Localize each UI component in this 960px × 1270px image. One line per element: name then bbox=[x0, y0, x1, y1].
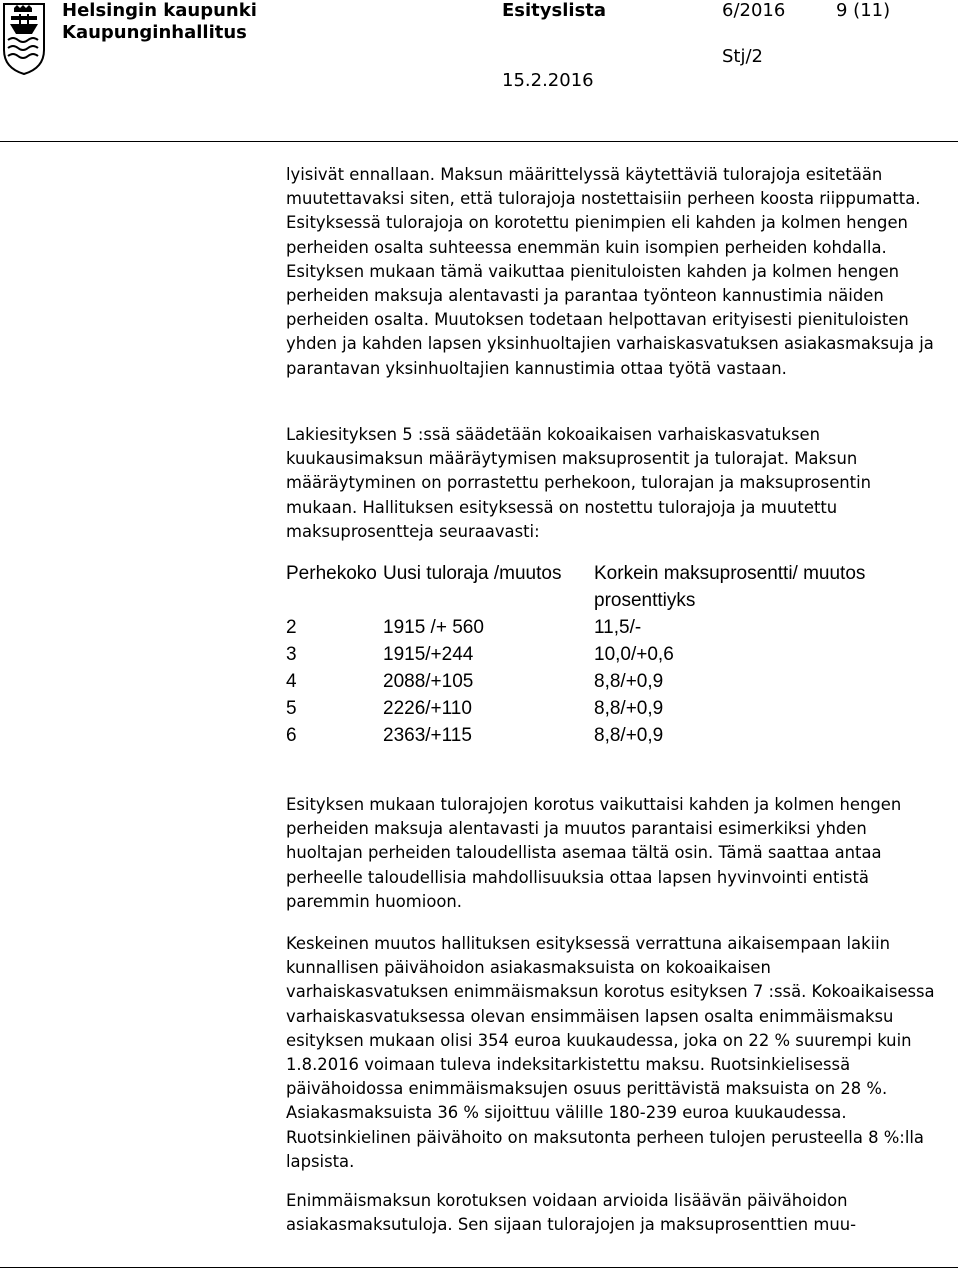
paragraph: Enimmäismaksun korotuksen voidaan arvioida lisäävän päivähoidon asiakasmaksutuloja. Sen sijaan tulorajojen ja maksuprosenttien muu- bbox=[286, 1191, 857, 1235]
header-section: Stj/2 bbox=[722, 46, 764, 67]
table-cell: 1915/+244 bbox=[383, 644, 474, 665]
paragraph: Lakiesityksen 5 :ssä säädetään kokoaikaisen varhaiskasvatuksen kuukausimaksun määräytymisen maksuprosentit ja tulorajat. Maksun määräytyminen on porrastettu perhekoon, tulorajan ja maksuprosentin mukaan. Hallituksen esityksessä on nostettu tulorajoja ja muutettu maksuprosentteja seuraavasti: bbox=[286, 425, 872, 541]
table-cell: 8,8/+0,9 bbox=[594, 698, 664, 719]
footer-rule bbox=[0, 1267, 958, 1268]
table-cell: 11,5/- bbox=[594, 617, 642, 638]
table-row bbox=[286, 641, 906, 668]
table-cell: 5 bbox=[286, 698, 297, 719]
header-date: 15.2.2016 bbox=[502, 70, 594, 91]
table-row bbox=[286, 668, 906, 695]
table-cell: 6 bbox=[286, 725, 297, 746]
table-cell: 10,0/+0,6 bbox=[594, 644, 674, 665]
header-org: Helsingin kaupunki bbox=[62, 0, 257, 21]
header-doc-type: Esityslista bbox=[502, 0, 607, 21]
table-row bbox=[286, 695, 906, 722]
table-header-cell: Uusi tuloraja /muutos bbox=[383, 563, 562, 584]
table-cell: 2363/+115 bbox=[383, 725, 472, 746]
table-header-cell: Korkein maksuprosentti/ muutos prosenttiyks bbox=[594, 563, 866, 611]
header-page: 9 (11) bbox=[836, 0, 891, 21]
fee-table bbox=[286, 560, 906, 749]
text-block-4 bbox=[286, 932, 936, 1174]
text-block-1 bbox=[286, 163, 936, 381]
header-body: Kaupunginhallitus bbox=[62, 22, 247, 43]
table-cell: 2 bbox=[286, 617, 297, 638]
paragraph: Esityksen mukaan tulorajojen korotus vaikuttaisi kahden ja kolmen hengen perheiden maksuja alentavasti ja muutos parantaisi esimerkiksi yhden huoltajan perheiden taloudellista asemaa tältä osin. Tämä saattaa antaa perheelle taloudellisia mahdollisuuksia ottaa lapsen hyvinvointi entistä paremmin huomioon. bbox=[286, 795, 902, 911]
table-cell: 2088/+105 bbox=[383, 671, 474, 692]
text-block-5 bbox=[286, 1189, 936, 1237]
paragraph: lyisivät ennallaan. Maksun määrittelyssä käytettäviä tulorajoja esitetään muutettavaksi siten, että tulorajoja nostettaisiin perheen koosta riippumatta. Esityksessä tulorajoja on korotettu pienimpien eli kahden ja kolmen hengen perheiden osalta suhteessa enemmän kuin isompien perheiden kohdalla. Esityksen mukaan tämä vaikuttaa pienituloisten kahden ja kolmen hengen perheiden maksuja alentavasti ja parantaa työnteon kannustimia näiden perheiden osalta. Muutoksen todetaan helpottavan erityisesti pienituloisten yhden ja kahden lapsen yksinhuoltajien varhaiskasvatuksen asiakasmaksuja ja parantavan yksinhuoltajien kannustimia ottaa työtä vastaan. bbox=[286, 165, 934, 378]
table-row bbox=[286, 614, 906, 641]
helsinki-crest-icon bbox=[2, 2, 46, 76]
header-doc-no: 6/2016 bbox=[722, 0, 786, 21]
paragraph: Keskeinen muutos hallituksen esityksessä verrattuna aikaisempaan lakiin kunnallisen päivähoidon asiakasmaksuista on kokoaikaisen varhaiskasvatuksen enimmäismaksun korotus esityksen 7 :ssä. Kokoaikaisessa varhaiskasvatuksessa olevan ensimmäisen lapsen osalta enimmäismaksu esityksen mukaan olisi 354 euroa kuukaudessa, joka on 22 % suurempi kuin 1.8.2016 voimaan tuleva indeksitarkistettu maksu. Ruotsinkielisessä päivähoidossa enimmäismaksujen osuus perittävistä maksuista on 28 %. Asiakasmaksuista 36 % sijoittuu välille 180-239 euroa kuukaudessa. Ruotsinkielinen päivähoito on maksutonta perheen tulojen perusteella 8 %:lla lapsista. bbox=[286, 934, 935, 1171]
table-cell: 8,8/+0,9 bbox=[594, 671, 664, 692]
text-block-3 bbox=[286, 793, 936, 914]
table-cell: 8,8/+0,9 bbox=[594, 725, 664, 746]
table-cell: 3 bbox=[286, 644, 297, 665]
table-cell: 4 bbox=[286, 671, 297, 692]
table-header-cell: Perhekoko bbox=[286, 563, 377, 584]
text-block-2 bbox=[286, 423, 936, 544]
header-rule bbox=[0, 141, 958, 142]
table-cell: 1915 /+ 560 bbox=[383, 617, 484, 638]
table-header-row bbox=[286, 560, 906, 614]
table-row bbox=[286, 722, 906, 749]
table-cell: 2226/+110 bbox=[383, 698, 472, 719]
